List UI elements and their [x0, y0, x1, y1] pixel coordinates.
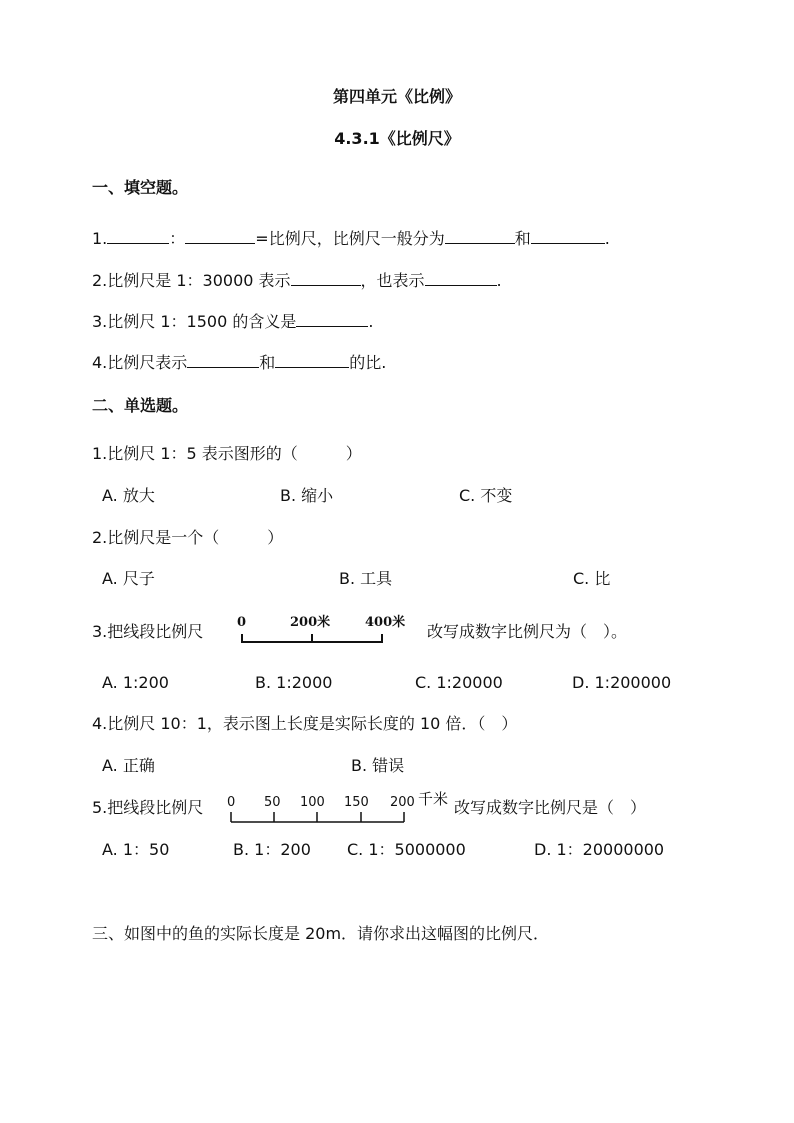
- fill-question-2: [92, 271, 502, 291]
- question-text: 3.比例尺 1：1500 的含义是: [92, 312, 297, 331]
- choice-question-3-stem: 3.把线段比例尺: [92, 622, 204, 641]
- section-heading-fill-blank: 一、填空题。: [92, 178, 189, 197]
- option-c[interactable]: C. 不变: [459, 486, 513, 505]
- choice-question-4: 4.比例尺 10：1，表示图上长度是实际长度的 10 倍．（ ）: [92, 714, 518, 733]
- question-number: 1.: [92, 229, 108, 248]
- scale-label-50: 50: [264, 795, 281, 810]
- option-c[interactable]: C. 1：5000000: [347, 840, 466, 859]
- option-a[interactable]: A. 正确: [102, 756, 155, 775]
- question-text: 和: [514, 229, 531, 248]
- option-d[interactable]: D. 1:200000: [572, 673, 672, 692]
- section-heading-single-choice: 二、单选题。: [92, 396, 189, 415]
- option-d[interactable]: D. 1：20000000: [534, 840, 665, 859]
- question-text: 4.比例尺表示: [92, 353, 188, 372]
- line-scale-diagram-km: [226, 788, 456, 828]
- option-c[interactable]: C. 比: [573, 569, 611, 588]
- page-subtitle: 4.3.1《比例尺》: [334, 129, 460, 148]
- question-text: ，也表示: [360, 271, 425, 290]
- answer-blank[interactable]: [425, 271, 497, 286]
- scale-label-200: 200: [390, 795, 415, 810]
- answer-blank[interactable]: [185, 229, 255, 244]
- option-b[interactable]: B. 工具: [339, 569, 393, 588]
- page-title: 第四单元《比例》: [332, 87, 461, 106]
- option-c[interactable]: C. 1:20000: [415, 673, 503, 692]
- answer-blank[interactable]: [445, 229, 515, 244]
- option-b[interactable]: B. 错误: [351, 756, 405, 775]
- scale-label-100: 100: [300, 795, 325, 810]
- answer-blank[interactable]: [291, 271, 361, 286]
- choice-question-1: 1.比例尺 1：5 表示图形的（ ）: [92, 444, 362, 463]
- question-text: =比例尺，比例尺一般分为: [255, 229, 445, 248]
- option-a[interactable]: A. 尺子: [102, 569, 155, 588]
- option-b[interactable]: B. 1:2000: [255, 673, 333, 692]
- scale-unit-km: 千米: [418, 790, 449, 808]
- scale-label-400m: 400米: [365, 615, 406, 630]
- answer-blank[interactable]: [531, 229, 605, 244]
- choice-question-5-stem-end: 改写成数字比例尺是（ ）: [454, 798, 647, 817]
- scale-label-0: 0: [237, 615, 247, 630]
- option-b[interactable]: B. 1：200: [233, 840, 311, 859]
- answer-blank[interactable]: [296, 312, 368, 327]
- line-scale-diagram: [228, 608, 408, 648]
- fill-question-4: [92, 353, 386, 373]
- option-b[interactable]: B. 缩小: [280, 486, 334, 505]
- fill-question-3: [92, 312, 373, 332]
- question-text: 和: [259, 353, 276, 372]
- question-text: .: [604, 229, 610, 248]
- answer-blank[interactable]: [107, 229, 169, 244]
- scale-label-150: 150: [344, 795, 369, 810]
- choice-question-5-stem: 5.把线段比例尺: [92, 798, 204, 817]
- answer-blank[interactable]: [275, 353, 349, 368]
- option-a[interactable]: A. 1：50: [102, 840, 170, 859]
- question-text: ：: [169, 229, 186, 248]
- question-text: 的比.: [349, 353, 387, 372]
- question-text: 2.比例尺是 1：30000 表示: [92, 271, 291, 290]
- choice-question-3-stem-end: 改写成数字比例尺为（ ）。: [427, 622, 628, 641]
- question-text: .: [496, 271, 502, 290]
- scale-label-0: 0: [227, 795, 236, 810]
- question-text: .: [368, 312, 374, 331]
- scale-label-200m: 200米: [290, 615, 331, 630]
- choice-question-2: 2.比例尺是一个（ ）: [92, 528, 284, 547]
- answer-blank[interactable]: [187, 353, 259, 368]
- fill-question-1: [92, 229, 610, 249]
- option-a[interactable]: A. 放大: [102, 486, 155, 505]
- section-3-question: 三、如图中的鱼的实际长度是 20m．请你求出这幅图的比例尺．: [92, 924, 550, 943]
- option-a[interactable]: A. 1:200: [102, 673, 169, 692]
